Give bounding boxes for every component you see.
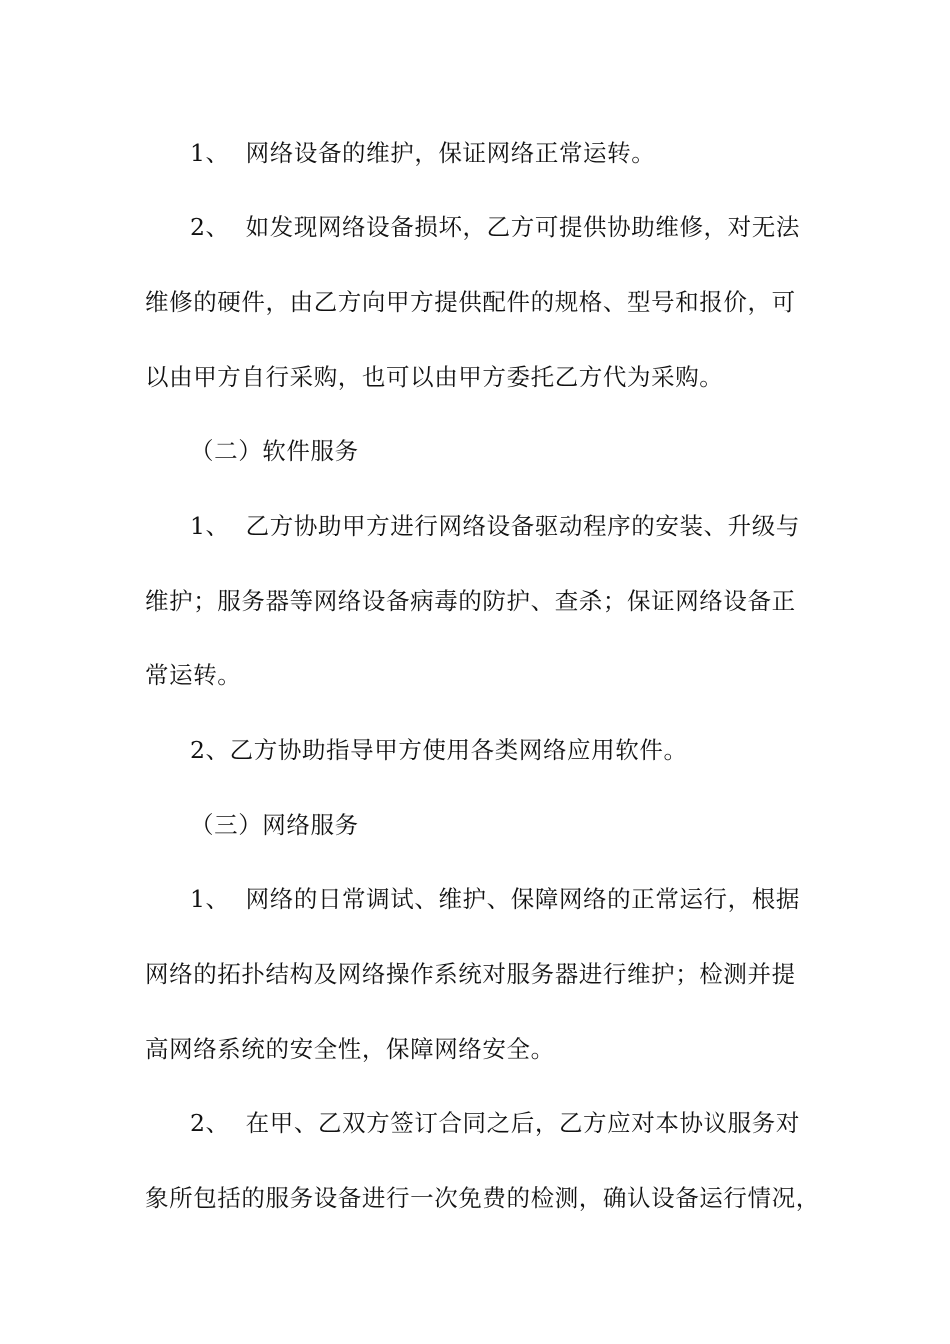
list-number: 1、 [190, 512, 230, 540]
list-number: 2、 [190, 213, 230, 241]
paragraph-line [190, 137, 655, 169]
paragraph-line [145, 585, 796, 617]
line-text: 象所包括的服务设备进行一次免费的检测，确认设备运行情况， [145, 1184, 820, 1212]
line-text: 网络的拓扑结构及网络操作系统对服务器进行维护；检测并提 [145, 960, 796, 988]
paragraph-line [190, 1107, 800, 1139]
line-text: 以由甲方自行采购，也可以由甲方委托乙方代为采购。 [145, 363, 724, 391]
line-text: 如发现网络设备损坏，乙方可提供协助维修，对无法 [245, 213, 800, 241]
line-text: 网络的日常调试、维护、保障网络的正常运行，根据 [245, 885, 800, 913]
paragraph-line [145, 1033, 555, 1065]
line-text: 乙方协助甲方进行网络设备驱动程序的安装、升级与 [245, 512, 800, 540]
paragraph-line [190, 883, 800, 915]
list-number: 2、 [190, 1109, 230, 1137]
list-number: 1、 [190, 139, 230, 167]
list-number: 1、 [190, 885, 230, 913]
line-text: 网络设备的维护，保证网络正常运转。 [245, 139, 656, 167]
line-text: （二）软件服务 [190, 437, 359, 465]
paragraph-line [145, 286, 796, 318]
paragraph-line [145, 659, 241, 691]
line-text: 2、乙方协助指导甲方使用各类网络应用软件。 [190, 736, 688, 764]
paragraph-line [190, 510, 800, 542]
paragraph-line [145, 1182, 820, 1214]
section-heading [190, 435, 359, 467]
line-text: （三）网络服务 [190, 811, 359, 839]
paragraph-line [190, 211, 800, 243]
paragraph-line [190, 734, 688, 766]
line-text: 高网络系统的安全性，保障网络安全。 [145, 1035, 555, 1063]
line-text: 常运转。 [145, 661, 242, 689]
paragraph-line [145, 361, 723, 393]
line-text: 在甲、乙双方签订合同之后，乙方应对本协议服务对 [245, 1109, 800, 1137]
section-heading [190, 809, 359, 841]
paragraph-line [145, 958, 796, 990]
line-text: 维修的硬件，由乙方向甲方提供配件的规格、型号和报价，可 [145, 288, 796, 316]
line-text: 维护；服务器等网络设备病毒的防护、查杀；保证网络设备正 [145, 587, 796, 615]
